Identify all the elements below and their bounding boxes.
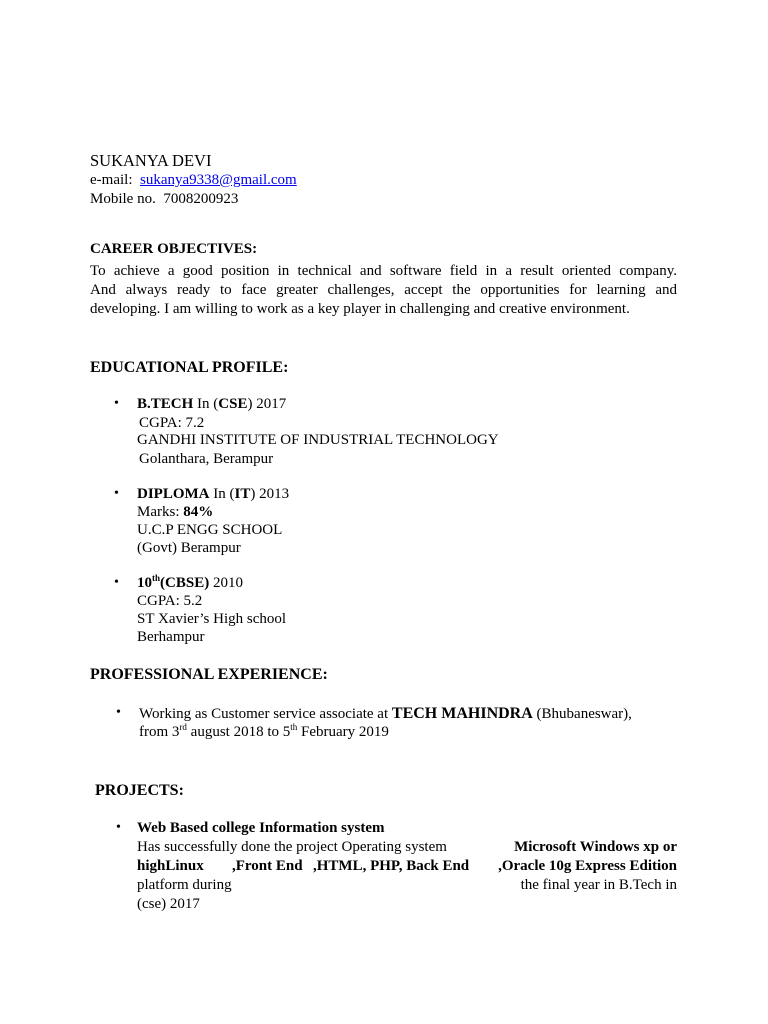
email-label: e-mail: — [90, 172, 133, 188]
bullet-icon: • — [114, 575, 119, 590]
bullet-icon: • — [114, 486, 119, 501]
mobile-line — [90, 190, 238, 209]
bullet-icon: • — [114, 396, 119, 411]
experience-line-1: Working as Customer service associate at TECH MAHINDRA (Bhubaneswar), — [139, 705, 632, 722]
education-item-2-score: Marks: 84% — [137, 504, 214, 520]
education-item-3-title: 10th(CBSE) 2010 — [137, 573, 243, 591]
career-heading: CAREER OBJECTIVES: — [90, 241, 258, 257]
experience-line-2: from 3rd august 2018 to 5th February 2019 — [139, 722, 389, 740]
education-heading: EDUCATIONAL PROFILE: — [90, 359, 289, 376]
education-item-3-location: Berhampur — [137, 629, 205, 645]
project-line-4: (cse) 2017 — [137, 896, 200, 912]
education-item-1-score: CGPA: 7.2 — [139, 415, 205, 431]
candidate-name: SUKANYA DEVI — [90, 151, 212, 170]
bullet-icon: • — [116, 705, 121, 720]
projects-heading: PROJECTS: — [95, 782, 184, 799]
education-item-1-title: B.TECH In (CSE) 2017 — [137, 396, 287, 412]
career-line-2: And always ready to face greater challenges, accept the opportunities for learning and — [90, 282, 677, 298]
experience-heading: PROFESSIONAL EXPERIENCE: — [90, 666, 328, 683]
education-item-2-institute: U.C.P ENGG SCHOOL — [137, 522, 283, 538]
education-item-2-location: (Govt) Berampur — [137, 540, 241, 556]
education-item-3-institute: ST Xavier’s High school — [137, 611, 287, 627]
project-title: Web Based college Information system — [137, 820, 385, 836]
career-line-3: developing. I am willing to work as a key player in challenging and creative environment. — [90, 301, 630, 317]
education-item-2-title: DIPLOMA In (IT) 2013 — [137, 486, 290, 502]
project-line-1: Has successfully done the project Operating system Microsoft Windows xp or — [137, 839, 677, 855]
company-name: TECH MAHINDRA — [391, 705, 533, 722]
career-line-1: To achieve a good position in technical and software field in a result oriented company. — [90, 263, 677, 279]
bullet-icon: • — [116, 820, 121, 835]
email-link[interactable]: sukanya9338@gmail.com — [139, 172, 297, 188]
education-item-1-location: Golanthara, Berampur — [139, 451, 274, 467]
mobile-label: Mobile no. — [90, 191, 156, 207]
education-item-1-institute: GANDHI INSTITUTE OF INDUSTRIAL TECHNOLOGY — [137, 432, 499, 448]
mobile-number: 7008200923 — [163, 191, 239, 207]
email-line — [90, 171, 297, 190]
project-line-3: platform during the final year in B.Tech in — [137, 877, 677, 893]
education-item-3-score: CGPA: 5.2 — [137, 593, 203, 609]
